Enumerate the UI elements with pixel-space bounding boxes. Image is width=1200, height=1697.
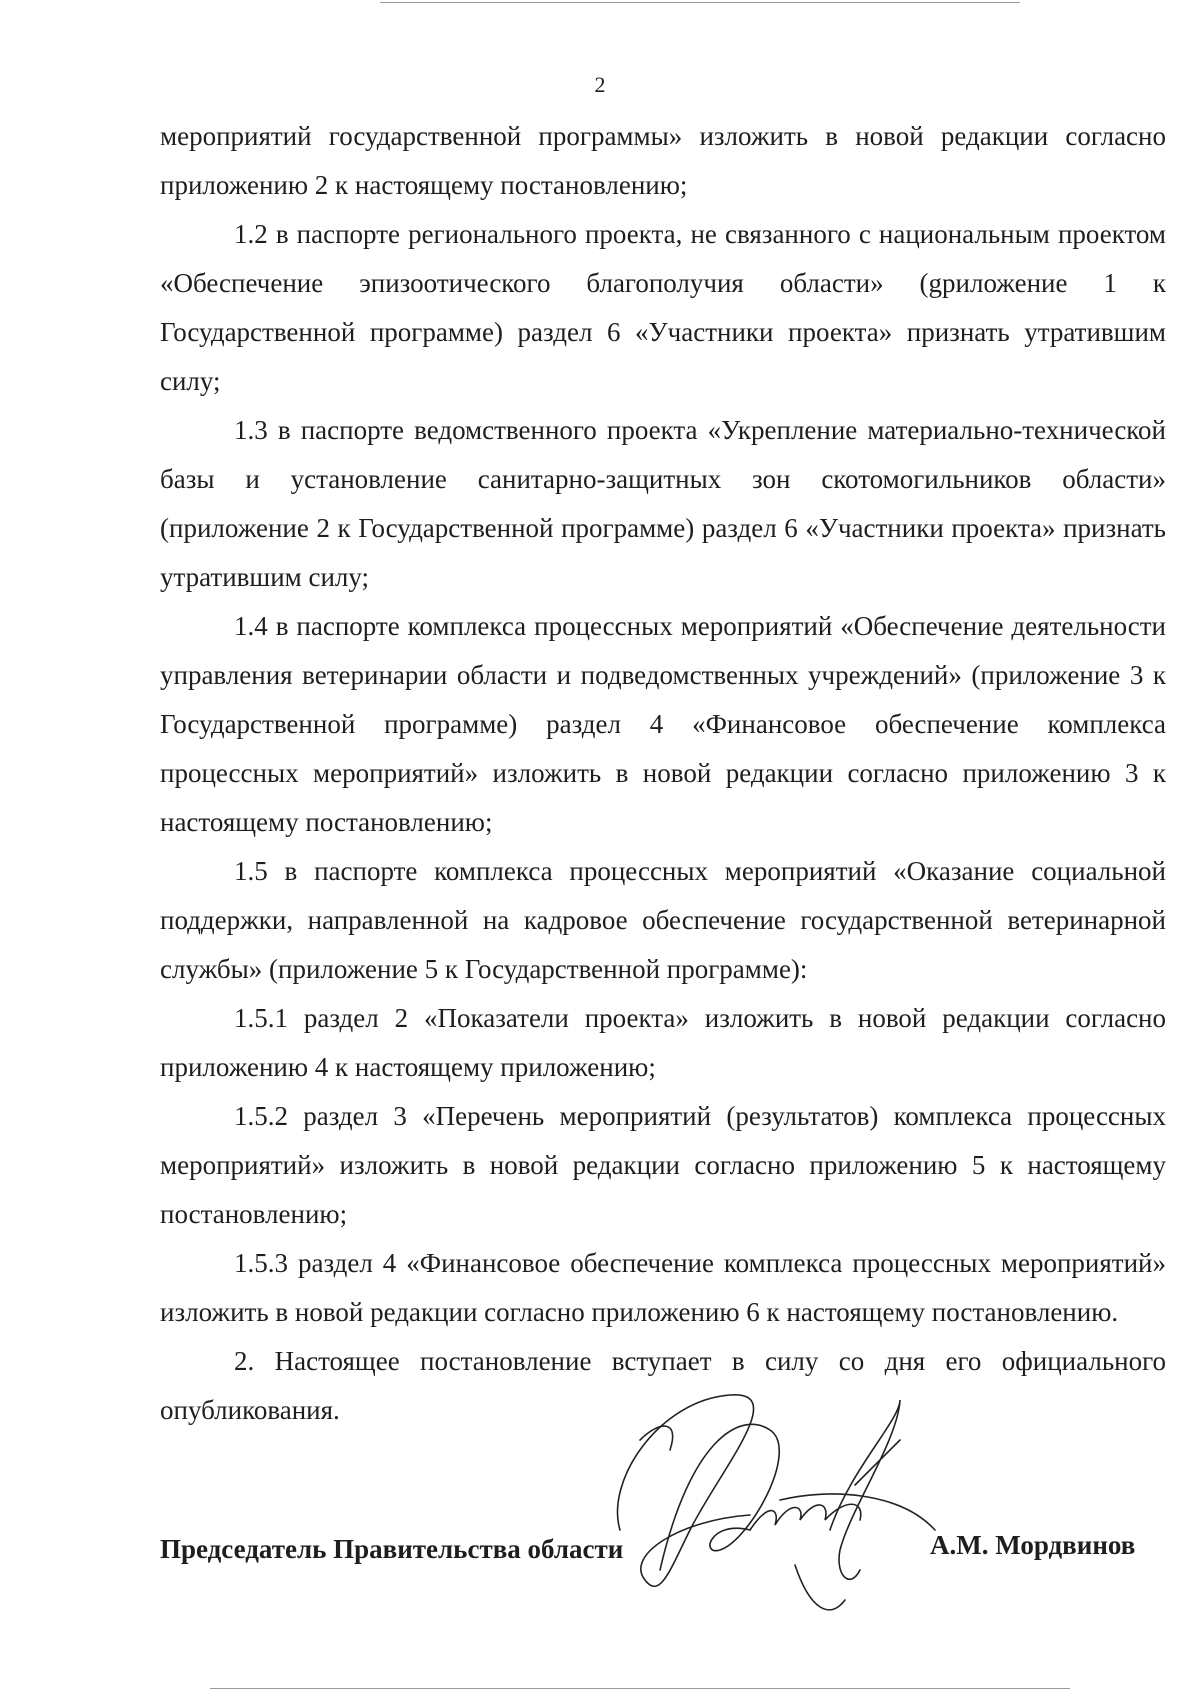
handwritten-signature <box>600 1380 960 1620</box>
signer-title: Председатель Правительства области <box>160 1534 624 1564</box>
paragraph-1-3: 1.3 в паспорте ведомственного проекта «Укрепление материально-технической базы и установление санитарно-защитных зон скотомогильников области» (приложение 2 к Государственной программе) раздел 6 «Участники проекта» признать утратившим силу; <box>160 415 1166 592</box>
paragraph-1-4: 1.4 в паспорте комплекса процессных мероприятий «Обеспечение деятельности управления ветеринарии области и подведомственных учреждений» (приложение 3 к Государственной программе) раздел 4 «Финансовое обеспечение комплекса процессных мероприятий» изложить в новой редакции согласно приложению 3 к настоящему постановлению; <box>160 611 1166 837</box>
paragraph-1-5-3: 1.5.3 раздел 4 «Финансовое обеспечение комплекса процессных мероприятий» изложить в новой редакции согласно приложению 6 к настоящему постановлению. <box>160 1248 1166 1327</box>
signature-block <box>0 1380 1200 1620</box>
top-scan-edge-line <box>380 2 1020 3</box>
paragraph-1-2: 1.2 в паспорте регионального проекта, не связанного с национальным проектом «Обеспечение эпизоотического благополучия области» (gриложение 1 к Государственной программе) раздел 6 «Участники проекта» признать утратившим силу; <box>160 219 1166 396</box>
paragraph-1-5-1: 1.5.1 раздел 2 «Показатели проекта» изложить в новой редакции согласно приложению 4 к настоящему приложению; <box>160 1003 1166 1082</box>
paragraph-1-5: 1.5 в паспорте комплекса процессных мероприятий «Оказание социальной поддержки, направленной на кадровое обеспечение государственной ветеринарной службы» (приложение 5 к Государственной программе): <box>160 856 1166 984</box>
paragraph-1-5-2: 1.5.2 раздел 3 «Перечень мероприятий (результатов) комплекса процессных мероприятий» изложить в новой редакции согласно приложению 5 к настоящему постановлению; <box>160 1101 1166 1229</box>
document-body <box>160 112 1166 1435</box>
signer-name: А.М. Мордвинов <box>930 1530 1136 1560</box>
paragraph-continuation: мероприятий государственной программы» изложить в новой редакции согласно приложению 2 к настоящему постановлению; <box>160 121 1166 200</box>
paragraph-2: 2. Настоящее постановление вступает в силу со дня его официального опубликования. <box>160 1346 1166 1425</box>
page-number: 2 <box>594 72 606 97</box>
bottom-scan-edge-line <box>210 1688 1070 1689</box>
